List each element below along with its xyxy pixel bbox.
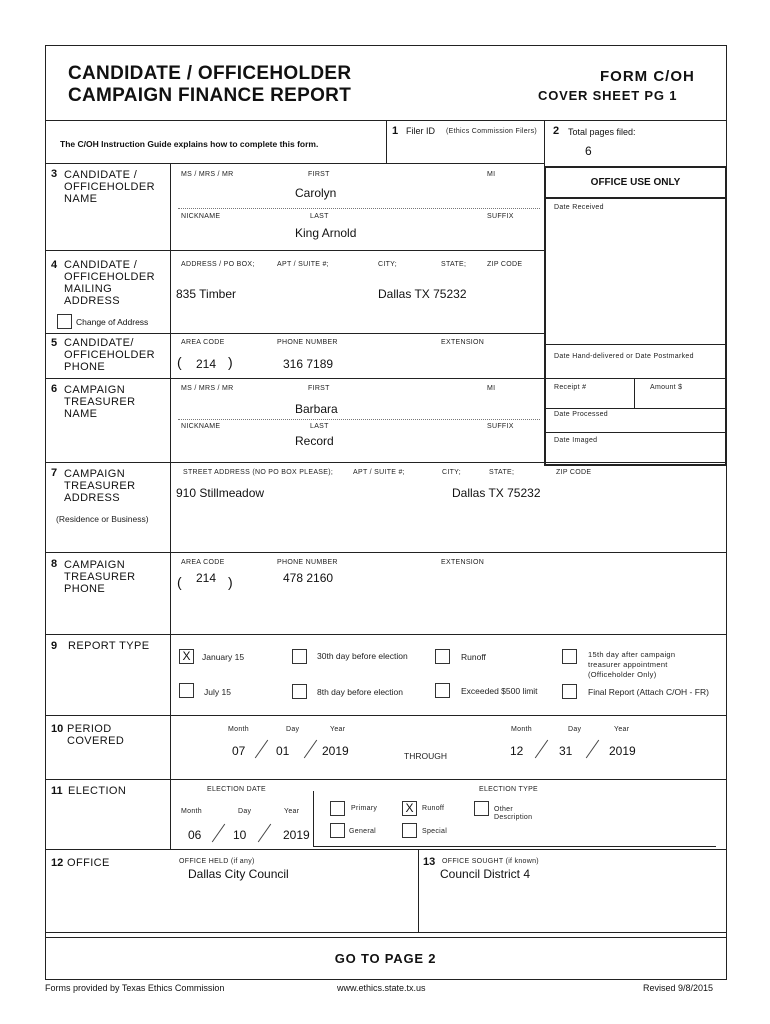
- rule: [45, 932, 726, 933]
- s8-num: 8: [51, 558, 58, 570]
- s6-nickname-label: NICKNAME: [181, 423, 221, 430]
- sheet-label: COVER SHEET PG 1: [538, 88, 678, 103]
- s10-label: PERIOD COVERED: [67, 723, 125, 747]
- final-report-checkbox[interactable]: [562, 684, 577, 699]
- s4-label: CANDIDATE / OFFICEHOLDER MAILING ADDRESS: [64, 259, 155, 307]
- s10-num: 10: [51, 723, 64, 735]
- instruction-text: The C/OH Instruction Guide explains how to complete this form.: [60, 139, 319, 149]
- s7-zip-label: ZIP CODE: [556, 469, 592, 476]
- s11-label: ELECTION: [68, 785, 127, 797]
- 15th-day-label-2: treasurer appointment: [588, 660, 668, 669]
- s7-num: 7: [51, 467, 58, 479]
- 30th-day-checkbox[interactable]: [292, 649, 307, 664]
- from-year-label: Year: [330, 726, 346, 733]
- s6-last-label: LAST: [310, 423, 329, 430]
- runoff-report-checkbox[interactable]: [435, 649, 450, 664]
- election-month-label: Month: [181, 808, 202, 815]
- final-report-label: Final Report (Attach C/OH - FR): [588, 687, 709, 697]
- s4-state-label: STATE;: [441, 261, 467, 268]
- s7-sublabel: (Residence or Business): [56, 514, 149, 524]
- rule: [45, 333, 544, 334]
- 15th-day-label-1: 15th day after campaign: [588, 650, 676, 659]
- rule: [546, 378, 725, 379]
- rule: [45, 552, 726, 553]
- runoff-election-label: Runoff: [422, 805, 445, 812]
- dotted-rule: [178, 419, 540, 420]
- s3-nickname-label: NICKNAME: [181, 213, 221, 220]
- go-to-page-2: GO TO PAGE 2: [334, 951, 437, 966]
- s6-num: 6: [51, 383, 58, 395]
- s8-area-value[interactable]: 214: [196, 571, 217, 585]
- primary-label: Primary: [351, 805, 378, 812]
- s7-apt-label: APT / SUITE #;: [353, 469, 405, 476]
- s9-label: REPORT TYPE: [68, 640, 150, 652]
- rule: [45, 937, 726, 938]
- to-day-value[interactable]: 31: [559, 744, 573, 758]
- office-held-value[interactable]: Dallas City Council: [188, 867, 289, 881]
- rule: [45, 715, 726, 716]
- s4-address-label: ADDRESS / PO BOX;: [181, 261, 255, 268]
- form-title-line1: CANDIDATE / OFFICEHOLDER: [68, 63, 352, 84]
- office-use-box: [544, 166, 727, 466]
- office-sought-value[interactable]: Council District 4: [440, 867, 531, 881]
- s6-last-value[interactable]: Record: [295, 434, 334, 448]
- election-year-value[interactable]: 2019: [283, 828, 310, 842]
- election-year-label: Year: [284, 808, 300, 815]
- special-label: Special: [422, 828, 448, 835]
- from-day-value[interactable]: 01: [276, 744, 290, 758]
- january-15-label: January 15: [202, 652, 245, 662]
- election-type-label: ELECTION TYPE: [479, 786, 539, 793]
- 15th-day-label-3: (Officeholder Only): [588, 670, 657, 679]
- s8-phone-label: PHONE NUMBER: [277, 559, 338, 566]
- rule: [313, 846, 716, 847]
- rule: [546, 408, 725, 409]
- s4-city-state-zip-value[interactable]: Dallas TX 75232: [378, 287, 467, 301]
- general-label: General: [349, 828, 377, 835]
- runoff-election-checkbox[interactable]: X: [402, 801, 417, 816]
- january-15-checkbox[interactable]: X: [179, 649, 194, 664]
- s6-first-value[interactable]: Barbara: [295, 402, 338, 416]
- from-year-value[interactable]: 2019: [322, 744, 349, 758]
- filer-id-label: Filer ID: [406, 126, 435, 136]
- s7-label: CAMPAIGN TREASURER ADDRESS: [64, 468, 136, 504]
- divider: [170, 163, 171, 849]
- to-month-value[interactable]: 12: [510, 744, 524, 758]
- s8-paren-close: ): [228, 574, 233, 590]
- s13-num: 13: [423, 856, 436, 868]
- change-of-address-label: Change of Address: [76, 317, 149, 327]
- total-pages-value[interactable]: 6: [585, 144, 592, 158]
- s8-paren-open: (: [177, 574, 182, 590]
- through-label: THROUGH: [404, 751, 447, 761]
- s5-paren-close: ): [228, 354, 233, 370]
- rule: [45, 634, 726, 635]
- rule: [45, 779, 726, 780]
- filer-id-num: 1: [392, 125, 399, 137]
- date-received-label: Date Received: [554, 204, 604, 211]
- july-15-checkbox[interactable]: [179, 683, 194, 698]
- s11-num: 11: [51, 785, 63, 797]
- rule: [45, 849, 726, 850]
- s3-first-label: FIRST: [308, 171, 330, 178]
- dotted-rule: [178, 208, 540, 209]
- s4-address-value[interactable]: 835 Timber: [176, 287, 237, 301]
- s5-phone-value[interactable]: 316 7189: [283, 357, 334, 371]
- s3-prefix-label: MS / MRS / MR: [181, 171, 234, 178]
- rule: [546, 432, 725, 433]
- s5-paren-open: (: [177, 354, 182, 370]
- divider: [386, 120, 387, 163]
- s8-phone-value[interactable]: 478 2160: [283, 571, 334, 585]
- filer-id-note: (Ethics Commission Filers): [446, 128, 538, 135]
- footer-url[interactable]: www.ethics.state.tx.us: [337, 983, 426, 993]
- to-month-label: Month: [511, 726, 532, 733]
- to-day-label: Day: [568, 726, 582, 733]
- s3-suffix-label: SUFFIX: [487, 213, 514, 220]
- form-title-line2: CAMPAIGN FINANCE REPORT: [68, 85, 352, 106]
- s8-area-label: AREA CODE: [181, 559, 225, 566]
- to-year-label: Year: [614, 726, 630, 733]
- s12-num: 12: [51, 857, 64, 869]
- s5-phone-label: PHONE NUMBER: [277, 339, 338, 346]
- s7-city-state-zip-value[interactable]: Dallas TX 75232: [452, 486, 541, 500]
- 30th-day-label: 30th day before election: [317, 651, 408, 661]
- s4-city-label: CITY;: [378, 261, 397, 268]
- s7-street-label: STREET ADDRESS (NO PO BOX PLEASE);: [183, 469, 334, 476]
- s8-ext-label: EXTENSION: [441, 559, 485, 566]
- receipt-label: Receipt #: [554, 384, 587, 391]
- s4-num: 4: [51, 259, 58, 271]
- office-held-label: OFFICE HELD (if any): [179, 858, 255, 865]
- footer-left: Forms provided by Texas Ethics Commission: [45, 983, 225, 993]
- july-15-label: July 15: [204, 687, 231, 697]
- from-month-value[interactable]: 07: [232, 744, 246, 758]
- exceeded-limit-label: Exceeded $500 limit: [461, 686, 538, 696]
- s12-label: OFFICE: [67, 857, 110, 869]
- election-date-label: ELECTION DATE: [207, 786, 267, 793]
- footer-revised: Revised 9/8/2015: [643, 983, 714, 993]
- s9-num: 9: [51, 640, 58, 652]
- s4-apt-label: APT / SUITE #;: [277, 261, 329, 268]
- general-checkbox[interactable]: [330, 823, 345, 838]
- office-sought-label: OFFICE SOUGHT (if known): [442, 858, 539, 865]
- special-checkbox[interactable]: [402, 823, 417, 838]
- s4-zip-label: ZIP CODE: [487, 261, 523, 268]
- rule: [45, 163, 544, 164]
- 8th-day-checkbox[interactable]: [292, 684, 307, 699]
- from-day-label: Day: [286, 726, 300, 733]
- amount-label: Amount $: [650, 384, 683, 391]
- s5-ext-label: EXTENSION: [441, 339, 485, 346]
- election-day-value[interactable]: 10: [233, 828, 247, 842]
- divider: [418, 849, 419, 932]
- 15th-day-checkbox[interactable]: [562, 649, 577, 664]
- election-day-label: Day: [238, 808, 252, 815]
- exceeded-limit-checkbox[interactable]: [435, 683, 450, 698]
- s5-area-value[interactable]: 214: [196, 357, 217, 371]
- date-processed-label: Date Processed: [554, 411, 609, 418]
- rule: [45, 250, 544, 251]
- divider: [544, 120, 545, 166]
- runoff-report-label: Runoff: [461, 652, 486, 662]
- total-pages-label: Total pages filed:: [568, 127, 636, 137]
- s6-first-label: FIRST: [308, 385, 330, 392]
- form-label: FORM C/OH: [600, 68, 695, 85]
- s3-mi-label: MI: [487, 171, 496, 178]
- other-description-label: Description: [494, 814, 533, 821]
- s3-first-value[interactable]: Carolyn: [295, 186, 337, 200]
- s3-last-value[interactable]: King Arnold: [295, 226, 357, 240]
- rule: [546, 344, 725, 345]
- s6-suffix-label: SUFFIX: [487, 423, 514, 430]
- s5-label: CANDIDATE/ OFFICEHOLDER PHONE: [64, 337, 155, 373]
- from-month-label: Month: [228, 726, 249, 733]
- other-label: Other: [494, 806, 514, 813]
- s6-label: CAMPAIGN TREASURER NAME: [64, 384, 136, 420]
- rule: [45, 378, 544, 379]
- divider: [634, 378, 635, 408]
- s3-label: CANDIDATE / OFFICEHOLDER NAME: [64, 169, 155, 205]
- s7-street-value[interactable]: 910 Stillmeadow: [176, 486, 265, 500]
- to-year-value[interactable]: 2019: [609, 744, 636, 758]
- change-of-address-checkbox[interactable]: [57, 314, 72, 329]
- 8th-day-label: 8th day before election: [317, 687, 404, 697]
- other-checkbox[interactable]: [474, 801, 489, 816]
- total-pages-num: 2: [553, 125, 560, 137]
- date-hand-label: Date Hand-delivered or Date Postmarked: [554, 353, 694, 360]
- divider: [313, 791, 314, 847]
- s7-city-label: CITY;: [442, 469, 461, 476]
- office-use-title: OFFICE USE ONLY: [546, 168, 725, 199]
- primary-checkbox[interactable]: [330, 801, 345, 816]
- s3-last-label: LAST: [310, 213, 329, 220]
- s6-mi-label: MI: [487, 385, 496, 392]
- s7-state-label: STATE;: [489, 469, 515, 476]
- s5-num: 5: [51, 337, 58, 349]
- s3-num: 3: [51, 168, 58, 180]
- date-imaged-label: Date Imaged: [554, 437, 598, 444]
- s8-label: CAMPAIGN TREASURER PHONE: [64, 559, 136, 595]
- s6-prefix-label: MS / MRS / MR: [181, 385, 234, 392]
- s5-area-label: AREA CODE: [181, 339, 225, 346]
- election-month-value[interactable]: 06: [188, 828, 202, 842]
